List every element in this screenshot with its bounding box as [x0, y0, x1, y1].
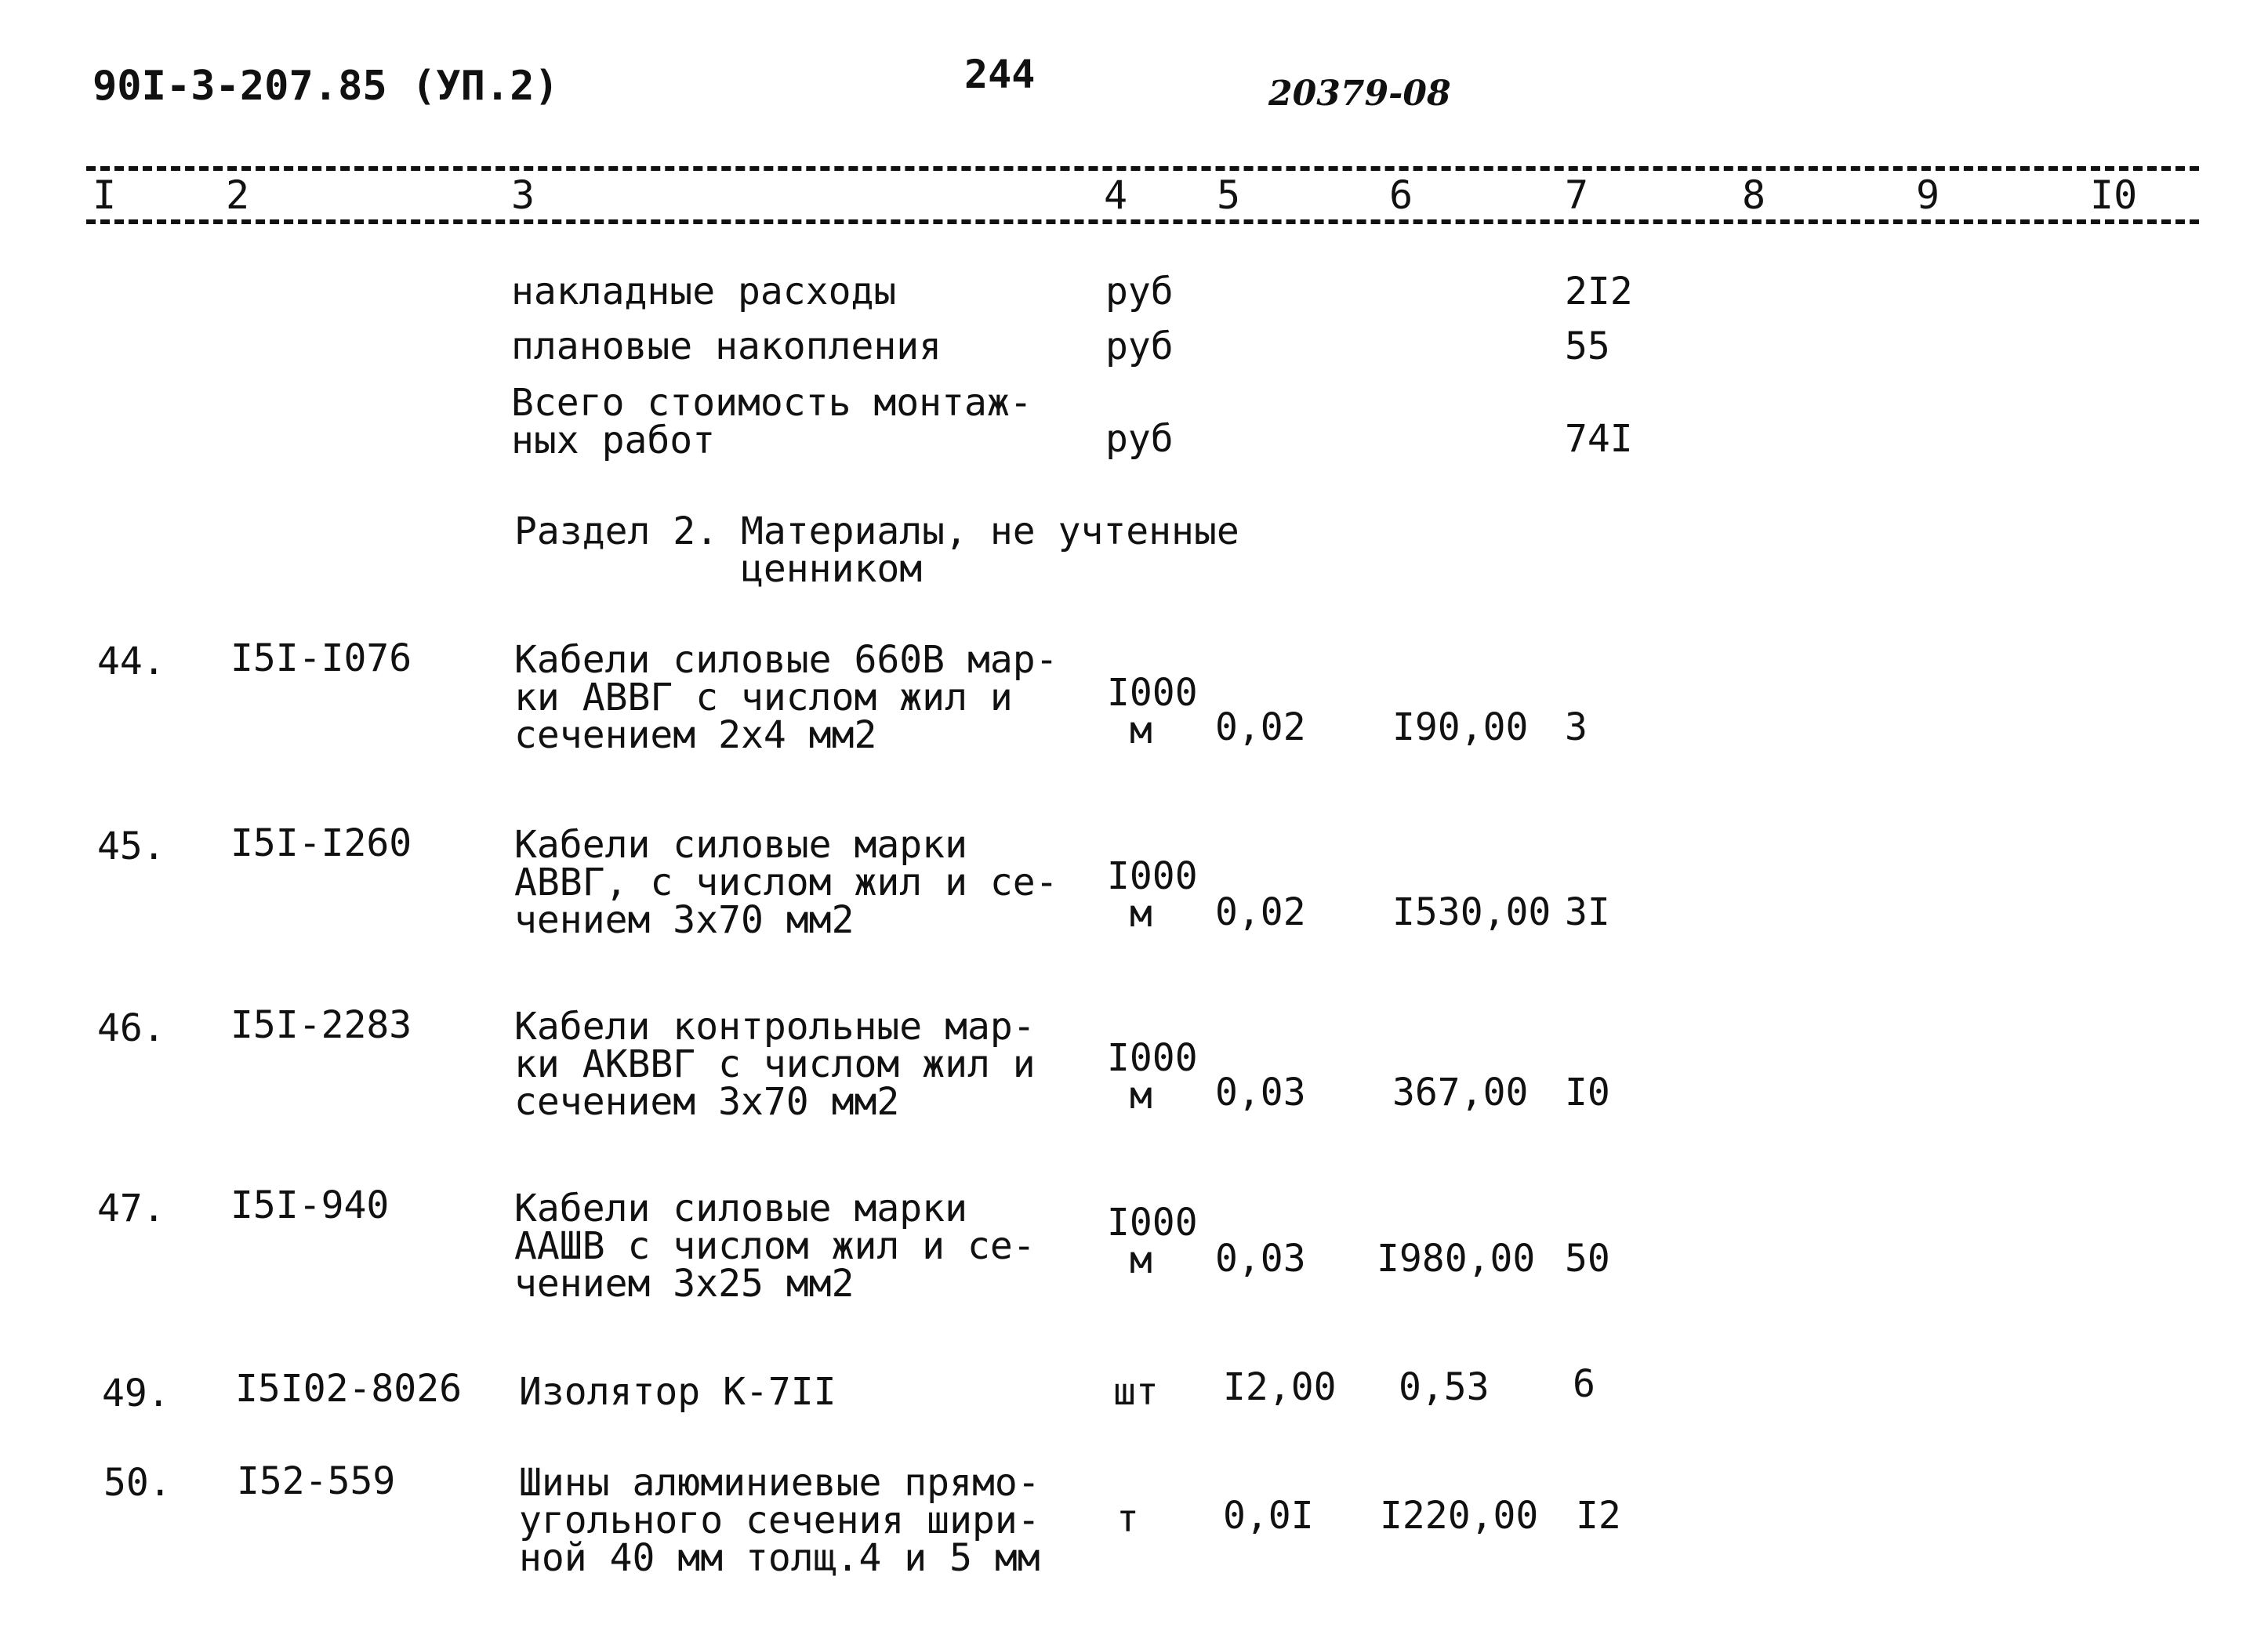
column-number-5: 5	[1217, 172, 1241, 218]
row-description: Кабели силовые марки АВВГ, с числом жил и се- чением 3х70 мм2	[514, 823, 1058, 942]
summary-name: накладные расходы	[511, 270, 897, 313]
page-number: 244	[964, 52, 1036, 97]
header-rule-bottom	[86, 219, 2199, 224]
summary-name: Всего стоимость монтаж- ных работ	[511, 381, 1032, 462]
summary-unit: руб	[1105, 417, 1174, 461]
row-code: I5I02-8026	[235, 1367, 462, 1411]
row-total: 3I	[1565, 890, 1610, 934]
summary-name: плановые накопления	[511, 324, 942, 368]
column-number-2: 2	[226, 172, 250, 218]
row-code: I5I-I260	[230, 821, 412, 865]
section-heading: Раздел 2. Материалы, не учтенные ценником	[514, 509, 1239, 591]
row-number: 50.	[103, 1461, 172, 1505]
row-total: 6	[1573, 1362, 1595, 1406]
row-code: I5I-2283	[230, 1003, 412, 1047]
column-number-3: 3	[511, 172, 535, 218]
summary-total: 74I	[1565, 417, 1633, 461]
column-number-6: 6	[1389, 172, 1413, 218]
row-code: I52-559	[237, 1459, 396, 1503]
row-code: I5I-940	[230, 1183, 390, 1227]
row-description: Кабели силовые марки ААШВ с числом жил и се- чением 3х25 мм2	[514, 1187, 1036, 1306]
document-code: 90I-3-207.85 (УП.2)	[93, 63, 559, 110]
summary-unit: руб	[1105, 324, 1174, 368]
row-number: 46.	[97, 1006, 165, 1050]
row-description: Шины алюминиевые прямо- угольного сечения шири- ной 40 мм толщ.4 и 5 мм	[519, 1461, 1040, 1580]
row-quantity: 0,03	[1215, 1237, 1306, 1281]
row-quantity: I2,00	[1223, 1365, 1337, 1409]
column-number-1: I	[93, 172, 117, 218]
row-description: Кабели контрольные мар- ки АКВВГ с числом жил и сечением 3х70 мм2	[514, 1005, 1036, 1124]
row-unit: I000 м	[1107, 1036, 1198, 1118]
row-unit-price: I980,00	[1377, 1237, 1536, 1281]
row-number: 45.	[97, 824, 165, 868]
summary-total: 55	[1565, 324, 1610, 368]
row-description: Кабели силовые 660В мар- ки АВВГ с числом жил и сечением 2х4 мм2	[514, 638, 1058, 757]
summary-unit: руб	[1105, 270, 1174, 313]
row-total: I2	[1576, 1494, 1621, 1538]
row-unit: I000 м	[1107, 671, 1198, 752]
row-unit-price: I530,00	[1392, 890, 1551, 934]
column-number-10: I0	[2090, 172, 2138, 218]
handwritten-code: 20379-08	[1268, 74, 1451, 114]
column-number-7: 7	[1565, 172, 1589, 218]
row-unit-price: I90,00	[1392, 705, 1529, 749]
row-unit-price: 0,53	[1399, 1365, 1490, 1409]
row-number: 47.	[97, 1187, 165, 1230]
row-number: 49.	[102, 1372, 170, 1415]
row-total: 3	[1565, 705, 1588, 749]
row-quantity: 0,02	[1215, 890, 1306, 934]
row-unit: т	[1116, 1497, 1139, 1541]
row-code: I5I-I076	[230, 636, 412, 680]
column-number-8: 8	[1742, 172, 1766, 218]
row-unit: шт	[1113, 1370, 1159, 1414]
column-number-4: 4	[1104, 172, 1128, 218]
row-unit: I000 м	[1107, 1201, 1198, 1282]
header-rule-top	[86, 166, 2199, 171]
summary-total: 2I2	[1565, 270, 1633, 313]
row-unit-price: I220,00	[1380, 1494, 1539, 1538]
row-total: I0	[1565, 1071, 1610, 1114]
row-unit-price: 367,00	[1392, 1071, 1529, 1114]
row-description: Изолятор К-7II	[519, 1370, 836, 1414]
row-quantity: 0,0I	[1223, 1494, 1314, 1538]
row-number: 44.	[97, 640, 165, 683]
row-quantity: 0,03	[1215, 1071, 1306, 1114]
row-quantity: 0,02	[1215, 705, 1306, 749]
row-unit: I000 м	[1107, 854, 1198, 936]
column-number-9: 9	[1916, 172, 1940, 218]
row-total: 50	[1565, 1237, 1610, 1281]
